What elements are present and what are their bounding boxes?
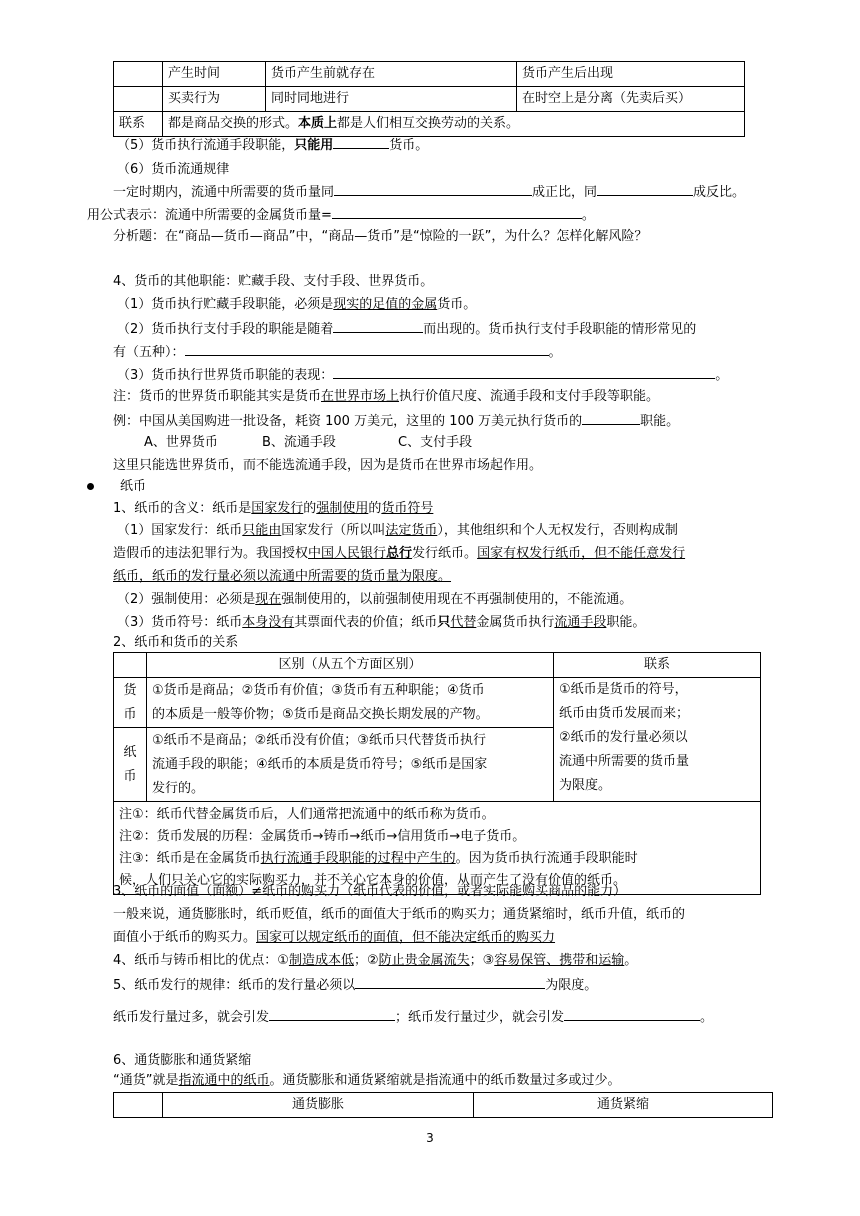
section-4-title: 4、货币的其他职能：贮藏手段、支付手段、世界货币。 [113,274,434,289]
section-4-p3: （3）货币执行世界货币职能的表现： 。 [117,365,728,385]
page-number: 3 [426,1131,434,1145]
option-c: C、支付手段 [398,435,473,450]
paper-money-heading: 纸币 [87,478,146,496]
paper-money-p2: （2）强制使用：必须是现在强制使用的，以前强制使用现在不再强制使用的，不能流通。 [117,592,633,607]
section-6b-line: “通货”就是指流通中的纸币。通货膨胀和通货紧缩就是指流通中的纸币数量过多或过少。 [113,1073,621,1088]
section-6b-title: 6、通货膨胀和通货紧缩 [113,1053,252,1068]
bullet-icon [87,483,94,490]
point-6-title: （6）货币流通规律 [117,162,230,177]
point-6-line1: 一定时期内，流通中所需要的货币量同 成正比，同 成反比。 [113,182,745,202]
paper-differences: ①纸币不是商品；②纸币没有价值；③纸币只代替货币执行 流通手段的职能；④纸币的本质是货币符号；⑤纸币是国家 发行的。 [147,728,554,802]
section-4-p2: （2）货币执行支付手段的职能是随着 而出现的。货币执行支付手段职能的情形常见的 [117,319,696,339]
section-4-p2-cont: 有（五种）： 。 [113,342,562,362]
section-4-example: 例：中国从美国购进一批设备，耗资 100 万美元，这里的 100 万美元执行货币的 职能。 [113,411,679,431]
point-6-formula: 用公式表示：流通中所需要的金属货币量= 。 [87,205,595,225]
cell-before-money: 同时同地进行 [266,87,517,112]
point-5: （5）货币执行流通手段职能，只能用 货币。 [117,135,428,155]
cell-after-money: 货币产生后出现 [517,62,745,87]
row-head-money: 货 币 [114,678,147,728]
section-4-p1: （1）货币执行贮藏手段职能，必须是现实的足值的金属货币。 [117,297,477,312]
section-5b-effects: 纸币发行量过多，就会引发 ；纸币发行量过少，就会引发 。 [113,1007,713,1027]
row-head-paper: 纸 币 [114,728,147,802]
section-2-title: 2、纸币和货币的关系 [113,635,239,650]
difference-header: 区别（从五个方面区别） [147,653,554,678]
section-3-title: 3、纸币的面值（面额）≠纸币的购买力（纸币代表的价值，或者实际能购买商品的能力） [113,884,627,899]
inflation-header: 通货膨胀 [163,1093,474,1118]
analysis-question: 分析题：在“商品—货币—商品”中，“商品—货币”是“惊险的一跃”，为什么？怎样化解风险？ [113,229,648,244]
example-explanation: 这里只能选世界货币，而不能选流通手段，因为是货币在世界市场起作用。 [113,458,543,473]
section-5b-rule: 5、纸币发行的规律：纸币的发行量必须以 为限度。 [113,975,597,995]
cell-after-money: 在时空上是分离（先卖后买） [517,87,745,112]
option-b: B、流通手段 [262,435,336,450]
section-3-line1: 一般来说，通货膨胀时，纸币贬值，纸币的面值大于纸币的购买力；通货紧缩时，纸币升值，纸币的 [113,907,686,922]
paper-money-p3: （3）货币符号：纸币本身没有其票面代表的价值；纸币只代替金属货币执行流通手段职能。 [117,615,646,630]
inflation-deflation-table [113,1092,773,1118]
paper-money-p1: （1）国家发行：纸币只能由国家发行（所以叫法定货币），其他组织和个人无权发行，否则构成制 [117,523,678,538]
deflation-header: 通货紧缩 [474,1093,773,1118]
paper-money-p1-cont2: 纸币，纸币的发行量必须以流通中所需要的货币量为限度。 [113,569,452,584]
row-label: 买卖行为 [163,87,266,112]
paper-money-definition: 1、纸币的含义：纸币是国家发行的强制使用的货币符号 [113,501,434,516]
comparison-table-top [113,61,745,137]
section-4-note: 注：货币的世界货币职能其实是货币在世界市场上执行价值尺度、流通手段和支付手段等职能。 [113,389,660,404]
option-a: A、世界货币 [144,435,218,450]
section-4b-advantages: 4、纸币与铸币相比的优点：①制造成本低；②防止贵金属流失；③容易保管、携带和运输。 [113,953,638,968]
notes-cell: 注①：纸币代替金属货币后，人们通常把流通中的纸币称为货币。 注②：货币发展的历程：金属货币→铸币→纸币→信用货币→电子货币。 注③：纸币是在金属货币执行流通手段职能的过程中产生的。因为货币执行流通手段职能时 候，人们只关心它的实际购买力，并不关心它本身的价值，从而产生了没有价值的纸币。 [114,802,761,895]
paper-money-relation-table [113,652,761,895]
link-cell: ①纸币是货币的符号， 纸币由货币发展而来； ②纸币的发行量必须以 流通中所需要的货币量 为限度。 [554,678,761,802]
cell-before-money: 货币产生前就存在 [266,62,517,87]
link-header: 联系 [554,653,761,678]
row-label: 产生时间 [163,62,266,87]
link-cell: 都是商品交换的形式。本质上都是人们相互交换劳动的关系。 [163,112,745,137]
paper-money-p1-cont: 造假币的违法犯罪行为。我国授权中国人民银行总行发行纸币。国家有权发行纸币，但不能任意发行 [113,546,686,561]
money-differences: ①货币是商品；②货币有价值；③货币有五种职能；④货币 的本质是一般等价物；⑤货币是商品交换长期发展的产物。 [147,678,554,728]
section-3-line2: 面值小于纸币的购买力。国家可以规定纸币的面值，但不能决定纸币的购买力 [113,930,556,945]
row-head-link: 联系 [114,112,163,137]
